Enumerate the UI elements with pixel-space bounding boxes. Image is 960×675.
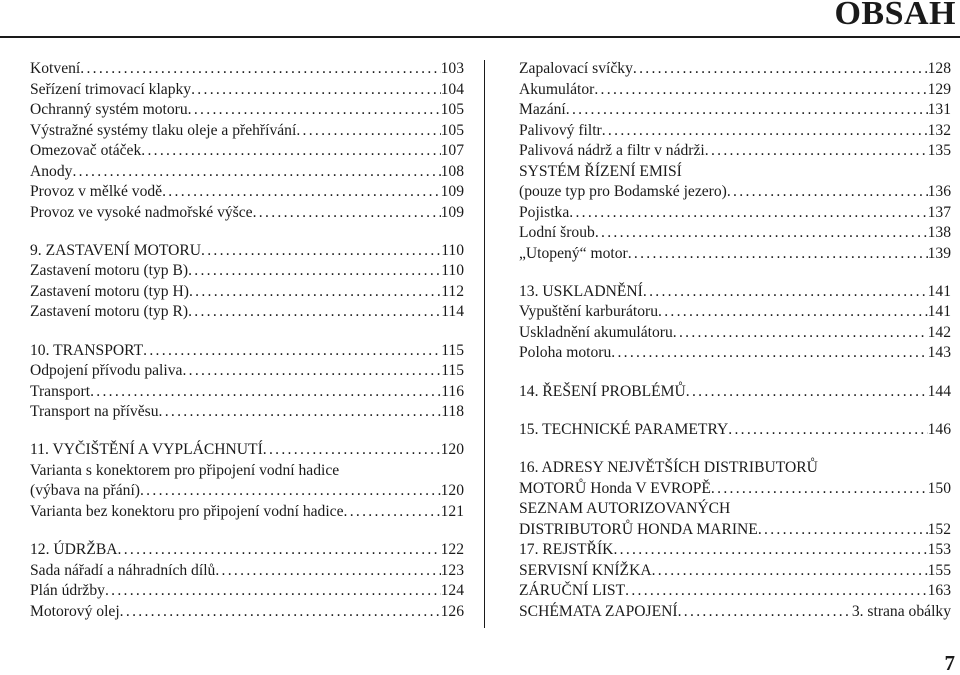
toc-entry — [30, 602, 464, 623]
toc-section-gap — [30, 522, 464, 540]
toc-entry — [30, 59, 464, 80]
toc-dot-leader — [658, 302, 928, 323]
toc-entry-title: 13. USKLADNĚNÍ — [519, 282, 643, 300]
toc-entry — [519, 343, 951, 364]
toc-right-column — [519, 59, 951, 622]
toc-entry — [519, 479, 951, 500]
toc-entry — [519, 602, 951, 623]
toc-entry — [30, 302, 464, 323]
toc-entry-title: Lodní šroub — [519, 224, 595, 241]
toc-dot-leader — [633, 59, 928, 80]
toc-entry — [30, 382, 464, 403]
toc-entry-title: Kotvení — [30, 60, 81, 77]
toc-entry — [30, 261, 464, 282]
toc-entry-page: 131 — [927, 101, 951, 118]
toc-entry-title: Seřízení trimovací klapky — [30, 80, 192, 98]
toc-entry-title: 11. VYČIŠTĚNÍ A VYPLÁCHNUTÍ — [30, 441, 263, 459]
toc-entry-title: Provoz v mělké vodě — [30, 183, 163, 200]
toc-entry-title: Transport na přívěsu — [30, 403, 159, 421]
toc-dot-leader — [602, 121, 928, 142]
toc-section-gap — [30, 223, 464, 241]
toc-entry-title: Ochranný systém motoru — [30, 101, 188, 118]
toc-entry-page: 109 — [440, 183, 464, 200]
toc-entry — [519, 244, 951, 265]
toc-entry-title: Zastavení motoru (typ R) — [30, 303, 189, 321]
toc-entry-page: 110 — [441, 262, 464, 280]
toc-entry — [519, 80, 951, 101]
toc-entry-title: Varianta bez konektoru pro připojení vodní hadice — [30, 502, 344, 520]
toc-dot-leader — [189, 282, 441, 303]
toc-entry-page: 153 — [927, 541, 951, 559]
toc-entry — [519, 182, 951, 203]
toc-entry-title: 16. ADRESY NEJVĚTŠÍCH DISTRIBUTORŮ — [519, 459, 818, 477]
toc-dot-leader — [120, 602, 441, 623]
toc-dot-leader — [296, 121, 440, 142]
toc-entry-page: 121 — [440, 502, 464, 520]
toc-entry-title: DISTRIBUTORŮ HONDA MARINE — [519, 520, 758, 538]
toc-entry — [519, 100, 951, 121]
toc-entry-page: 116 — [441, 382, 464, 400]
toc-dot-leader — [686, 382, 928, 403]
toc-entry — [30, 461, 464, 482]
toc-entry-page: 112 — [441, 282, 464, 300]
toc-dot-leader — [140, 481, 441, 502]
toc-entry — [519, 59, 951, 80]
toc-dot-leader — [728, 420, 927, 441]
toc-entry-page: 142 — [927, 323, 951, 341]
toc-entry — [30, 581, 464, 602]
toc-section-gap — [519, 264, 951, 282]
page-title: OBSAH — [834, 0, 956, 32]
toc-dot-leader — [711, 479, 928, 500]
toc-entry-page: 136 — [927, 183, 951, 200]
toc-entry-page: 137 — [927, 203, 951, 221]
toc-entry-title: Transport — [30, 382, 91, 400]
toc-entry-title: Anody — [30, 162, 73, 180]
toc-entry — [519, 520, 951, 541]
toc-entry-title: Uskladnění akumulátoru — [519, 323, 673, 341]
toc-entry-title: Motorový olej — [30, 602, 120, 620]
toc-dot-leader — [673, 323, 928, 344]
toc-entry — [30, 481, 464, 502]
toc-entry — [30, 121, 464, 142]
toc-dot-leader — [215, 561, 440, 582]
toc-entry-page: 126 — [440, 602, 464, 620]
toc-entry — [519, 323, 951, 344]
toc-entry-page: 128 — [927, 60, 951, 77]
toc-entry — [519, 302, 951, 323]
toc-entry-page: 107 — [440, 142, 464, 159]
toc-entry — [30, 402, 464, 423]
toc-dot-leader — [159, 402, 442, 423]
toc-entry-page: 114 — [441, 303, 464, 321]
toc-entry-page: 110 — [441, 241, 464, 259]
toc-entry-title: Odpojení přívodu paliva — [30, 362, 183, 380]
toc-dot-leader — [705, 141, 928, 162]
toc-dot-leader — [344, 502, 441, 523]
toc-entry-title: Plán údržby — [30, 582, 105, 600]
toc-entry-title: Poloha motoru — [519, 344, 612, 362]
toc-entry-title: Zastavení motoru (typ B) — [30, 262, 189, 280]
toc-entry — [519, 561, 951, 582]
toc-entry — [30, 282, 464, 303]
toc-entry — [519, 540, 951, 561]
toc-dot-leader — [613, 540, 927, 561]
toc-entry-page: 120 — [440, 441, 464, 459]
toc-entry — [519, 121, 951, 142]
toc-entry — [30, 540, 464, 561]
toc-entry — [30, 80, 464, 101]
toc-left-column — [30, 59, 464, 622]
toc-entry — [30, 182, 464, 203]
toc-dot-leader — [105, 581, 441, 602]
toc-entry-title: MOTORŮ Honda V EVROPĚ — [519, 479, 711, 497]
toc-entry-page: 103 — [440, 60, 464, 77]
toc-entry — [30, 203, 464, 224]
toc-entry-title: 10. TRANSPORT — [30, 341, 144, 359]
toc-entry-page: 120 — [440, 482, 464, 500]
toc-dot-leader — [594, 80, 927, 101]
toc-entry-page: 129 — [927, 80, 951, 98]
toc-section-gap — [519, 440, 951, 458]
toc-entry-title: Palivová nádrž a filtr v nádrži — [519, 142, 705, 159]
toc-entry-title: Akumulátor — [519, 80, 595, 98]
toc-entry-page: 104 — [440, 80, 464, 98]
toc-entry-page: 108 — [440, 162, 464, 180]
toc-entry-page: 109 — [440, 203, 464, 221]
toc-entry-page: 118 — [441, 403, 464, 421]
toc-entry-page: 144 — [927, 382, 951, 400]
toc-dot-leader — [595, 223, 928, 244]
toc-entry — [30, 561, 464, 582]
toc-entry — [519, 282, 951, 303]
toc-entry-title: 12. ÚDRŽBA — [30, 541, 118, 559]
toc-entry-title: ZÁRUČNÍ LIST — [519, 582, 626, 600]
toc-entry — [30, 341, 464, 362]
toc-entry-title: Provoz ve vysoké nadmořské výšce — [30, 203, 253, 221]
toc-section-gap — [519, 364, 951, 382]
toc-dot-leader — [72, 162, 440, 183]
toc-dot-leader — [80, 59, 440, 80]
toc-entry — [519, 499, 951, 520]
toc-dot-leader — [143, 341, 441, 362]
toc-entry-title: Pojistka — [519, 203, 570, 221]
page-number: 7 — [944, 651, 955, 675]
toc-dot-leader — [263, 440, 441, 461]
toc-entry-page: 143 — [927, 344, 951, 362]
toc-entry — [519, 162, 951, 183]
toc-entry-page: 115 — [441, 362, 464, 380]
toc-dot-leader — [188, 100, 441, 121]
toc-entry — [519, 458, 951, 479]
toc-section-gap — [30, 323, 464, 341]
toc-dot-leader — [141, 141, 440, 162]
toc-entry-page: 138 — [927, 224, 951, 241]
toc-entry — [30, 100, 464, 121]
toc-entry-title: „Utopený“ motor — [519, 244, 628, 262]
toc-entry-title: 17. REJSTŘÍK — [519, 541, 614, 559]
toc-entry-page: 150 — [927, 479, 951, 497]
toc-dot-leader — [628, 244, 928, 265]
toc-entry-title: SCHÉMATA ZAPOJENÍ — [519, 602, 678, 620]
toc-entry-title: (výbava na přání) — [30, 482, 140, 500]
column-divider — [484, 60, 485, 628]
toc-entry-title: Zapalovací svíčky — [519, 60, 633, 77]
toc-dot-leader — [201, 241, 441, 262]
toc-entry-title: SERVISNÍ KNÍŽKA — [519, 561, 652, 579]
toc-entry-page: 124 — [440, 582, 464, 600]
toc-entry-title: Omezovač otáček — [30, 142, 142, 159]
toc-section-gap — [519, 402, 951, 420]
toc-entry-page: 105 — [440, 121, 464, 139]
toc-entry-page: 122 — [440, 541, 464, 559]
toc-entry — [519, 382, 951, 403]
toc-dot-leader — [652, 561, 928, 582]
toc-entry-title: Vypuštění karburátoru — [519, 303, 659, 321]
toc-dot-leader — [191, 80, 441, 101]
page-header — [0, 0, 960, 38]
toc-entry-title: Mazání — [519, 101, 566, 118]
toc-entry-title: 14. ŘEŠENÍ PROBLÉMŮ — [519, 382, 686, 400]
toc-dot-leader — [643, 282, 928, 303]
toc-entry — [30, 241, 464, 262]
toc-entry-title: SEZNAM AUTORIZOVANÝCH — [519, 500, 731, 518]
toc-entry-title: Palivový filtr — [519, 121, 602, 139]
toc-dot-leader — [253, 203, 441, 224]
header-rule — [0, 36, 960, 38]
toc-entry-page: 141 — [927, 303, 951, 321]
toc-entry — [519, 420, 951, 441]
toc-entry-page: 3. strana obálky — [851, 602, 951, 620]
toc-entry — [519, 223, 951, 244]
toc-dot-leader — [90, 382, 441, 403]
toc-dot-leader — [566, 100, 928, 121]
toc-entry — [519, 581, 951, 602]
toc-dot-leader — [162, 182, 441, 203]
toc-entry-page: 139 — [927, 244, 951, 262]
toc-dot-leader — [118, 540, 441, 561]
toc-entry-title: SYSTÉM ŘÍZENÍ EMISÍ — [519, 162, 682, 180]
toc-dot-leader — [727, 182, 928, 203]
toc-entry-page: 141 — [927, 282, 951, 300]
toc-entry-title: Zastavení motoru (typ H) — [30, 282, 189, 300]
toc-dot-leader — [569, 203, 927, 224]
toc-entry-page: 135 — [927, 142, 951, 159]
toc-entry-page: 146 — [927, 420, 951, 438]
toc-dot-leader — [611, 343, 927, 364]
toc-entry-page: 155 — [927, 561, 951, 579]
toc-entry-title: Sada nářadí a náhradních dílů — [30, 561, 216, 579]
toc-entry — [30, 361, 464, 382]
toc-dot-leader — [758, 520, 928, 541]
toc-entry-page: 152 — [927, 520, 951, 538]
toc-entry-title: 9. ZASTAVENÍ MOTORU — [30, 241, 202, 259]
toc-entry-title: 15. TECHNICKÉ PARAMETRY — [519, 420, 729, 438]
toc-entry — [519, 141, 951, 162]
toc-entry-page: 105 — [440, 101, 464, 118]
toc-entry-page: 163 — [927, 582, 951, 600]
toc-dot-leader — [678, 602, 852, 623]
toc-entry-page: 115 — [441, 341, 464, 359]
toc-entry-page: 123 — [440, 561, 464, 579]
toc-dot-leader — [188, 302, 441, 323]
toc-dot-leader — [625, 581, 927, 602]
toc-section-gap — [30, 423, 464, 441]
toc-entry — [519, 203, 951, 224]
toc-entry-title: Výstražné systémy tlaku oleje a přehřívání — [30, 121, 297, 139]
toc-entry-title: Varianta s konektorem pro připojení vodní hadice — [30, 461, 340, 479]
toc-entry — [30, 141, 464, 162]
toc-dot-leader — [182, 361, 441, 382]
toc-entry — [30, 502, 464, 523]
toc-entry — [30, 440, 464, 461]
toc-entry-page: 132 — [927, 121, 951, 139]
toc-entry-title: (pouze typ pro Bodamské jezero) — [519, 183, 727, 200]
toc-dot-leader — [188, 261, 441, 282]
toc-entry — [30, 162, 464, 183]
